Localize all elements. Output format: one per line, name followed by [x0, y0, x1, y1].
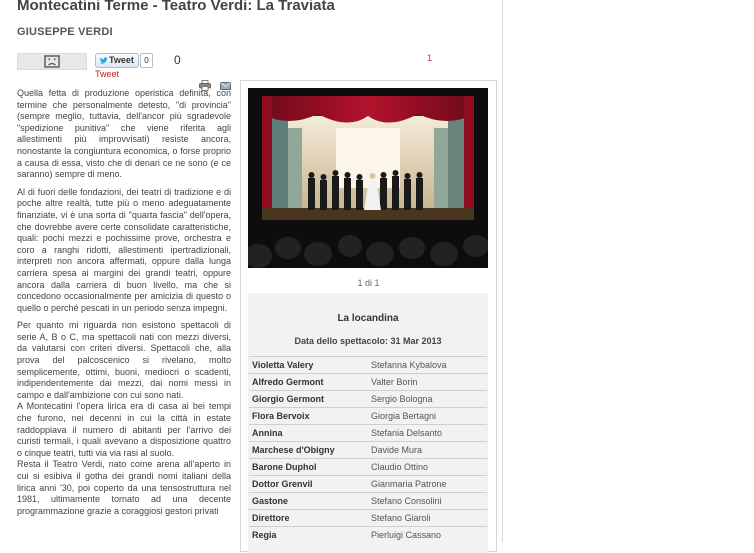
cast-role: Alfredo Germont	[249, 374, 368, 391]
locandina-title: La locandina	[337, 313, 399, 324]
gallery-photo[interactable]	[248, 88, 488, 268]
article-paragraph: Al di fuori delle fondazioni, dei teatri di tradizione e di poche altre realtà, tutte più o meno adeguatamente finanziate, vi è una sorta di "quarta fascia" dell'opera, che dovrebbe avere certe consolidate caratteristiche, quali: pochi mezzi e pochissime prove, orchestra e coro a ranghi ridotti, allestimenti ipertradizionali, interpreti non ancora affermati, oppure dalla lunga carriera spesa ai margini dei grandi teatri, oppure ancora dalla carriera di buon livello, ma che si concedono occasionalmente per amicizia di questo o quello o perché pescati in un periodo senza impegni.	[17, 186, 231, 313]
cast-role: Marchese d'Obigny	[249, 442, 368, 459]
tweet-button-label: Tweet	[109, 55, 134, 65]
cast-singer: Gianmaria Patrone	[368, 476, 487, 493]
cast-row	[249, 493, 487, 510]
comment-count[interactable]: 1	[427, 53, 433, 63]
tweet-count: 0	[140, 53, 153, 68]
cast-role: Barone Duphol	[249, 459, 368, 476]
gallery-counter: 1 di 1	[357, 278, 380, 288]
locandina-panel	[248, 293, 488, 553]
article-paragraph: Per quanto mi riguarda non esistono spettacoli di serie A, B o C, ma spettacoli nati con mezzi diversi, da valutarsi con criteri diversi. Spettacoli che, alla prova del palcoscenico si rivelano, molto semplicemente, ottimi, buoni, mediocri o scadenti, indipendentemente dai mezzi, dai nomi messi in campo e dall'ambizione con cui sono nati.	[17, 320, 231, 400]
cast-row	[249, 425, 487, 442]
performance-date: Data dello spettacolo: 31 Mar 2013	[294, 336, 442, 346]
cast-row	[249, 357, 487, 374]
cast-role: Violetta Valery	[249, 357, 368, 374]
tweet-button[interactable]	[95, 53, 139, 68]
article-title: Montecatini Terme - Teatro Verdi: La Traviata	[17, 0, 335, 14]
cast-row	[249, 391, 487, 408]
cast-table	[249, 356, 487, 543]
sad-face-icon	[44, 55, 60, 68]
cast-singer: Valter Borin	[368, 374, 487, 391]
rating-widget[interactable]	[17, 53, 87, 70]
cast-role: Flora Bervoix	[249, 408, 368, 425]
twitter-bird-icon	[99, 57, 108, 65]
cast-singer: Giorgia Bertagni	[368, 408, 487, 425]
cast-singer: Stefano Consolini	[368, 493, 487, 510]
cast-role: Gastone	[249, 493, 368, 510]
cast-role: Giorgio Germont	[249, 391, 368, 408]
cast-row	[249, 442, 487, 459]
cast-singer: Claudio Ottino	[368, 459, 487, 476]
stage-photo	[248, 88, 488, 268]
cast-singer: Pierluigi Cassano	[368, 527, 487, 544]
cast-singer: Stefanna Kybalova	[368, 357, 487, 374]
sidebar-box	[240, 80, 497, 552]
like-count: 0	[174, 53, 181, 67]
cast-singer: Stefania Delsanto	[368, 425, 487, 442]
cast-row	[249, 510, 487, 527]
cast-role: Regia	[249, 527, 368, 544]
cast-role: Direttore	[249, 510, 368, 527]
cast-row	[249, 374, 487, 391]
cast-role: Dottor Grenvil	[249, 476, 368, 493]
cast-row	[249, 408, 487, 425]
article-body	[17, 88, 231, 523]
article-paragraph: A Montecatini l'opera lirica era di casa ai bei tempi che furono, nei decenni in cui la città in estate raddoppiava il numero di abitanti per l'arrivo dei curisti termali, i quali avevano a disposizione quattro o cinque teatri, tutti via via rasi al suolo.	[17, 401, 231, 458]
article-author: GIUSEPPE VERDI	[17, 26, 113, 38]
cast-singer: Sergio Bologna	[368, 391, 487, 408]
cast-role: Annina	[249, 425, 368, 442]
article-paragraph: Resta il Teatro Verdi, nato come arena all'aperto in cui si esibiva il gotha dei grandi nomi italiani della lirica anni '30, poi coperto da una tensostruttura nel 1981, ultimamente tornato ad una decente programmazione grazie a coraggiosi gestori privati	[17, 459, 231, 516]
cast-row	[249, 459, 487, 476]
article-paragraph: Quella fetta di produzione operistica definita, con termine che personalmente detesto, "di provincia" (sempre meglio, tuttavia, dell'ancor più sgradevole "spedizione punitiva" che viene riferita agli allestimenti più improvvisati) resiste ancora, nonostante la congiuntura economica, o forse proprio a causa di essa, visto che di denari ce ne sono (e ce saranno) sempre di meno.	[17, 88, 231, 180]
cast-singer: Stefano Giaroli	[368, 510, 487, 527]
cast-row	[249, 476, 487, 493]
tweet-link[interactable]: Tweet	[95, 69, 120, 79]
cast-singer: Davide Mura	[368, 442, 487, 459]
cast-row	[249, 527, 487, 544]
